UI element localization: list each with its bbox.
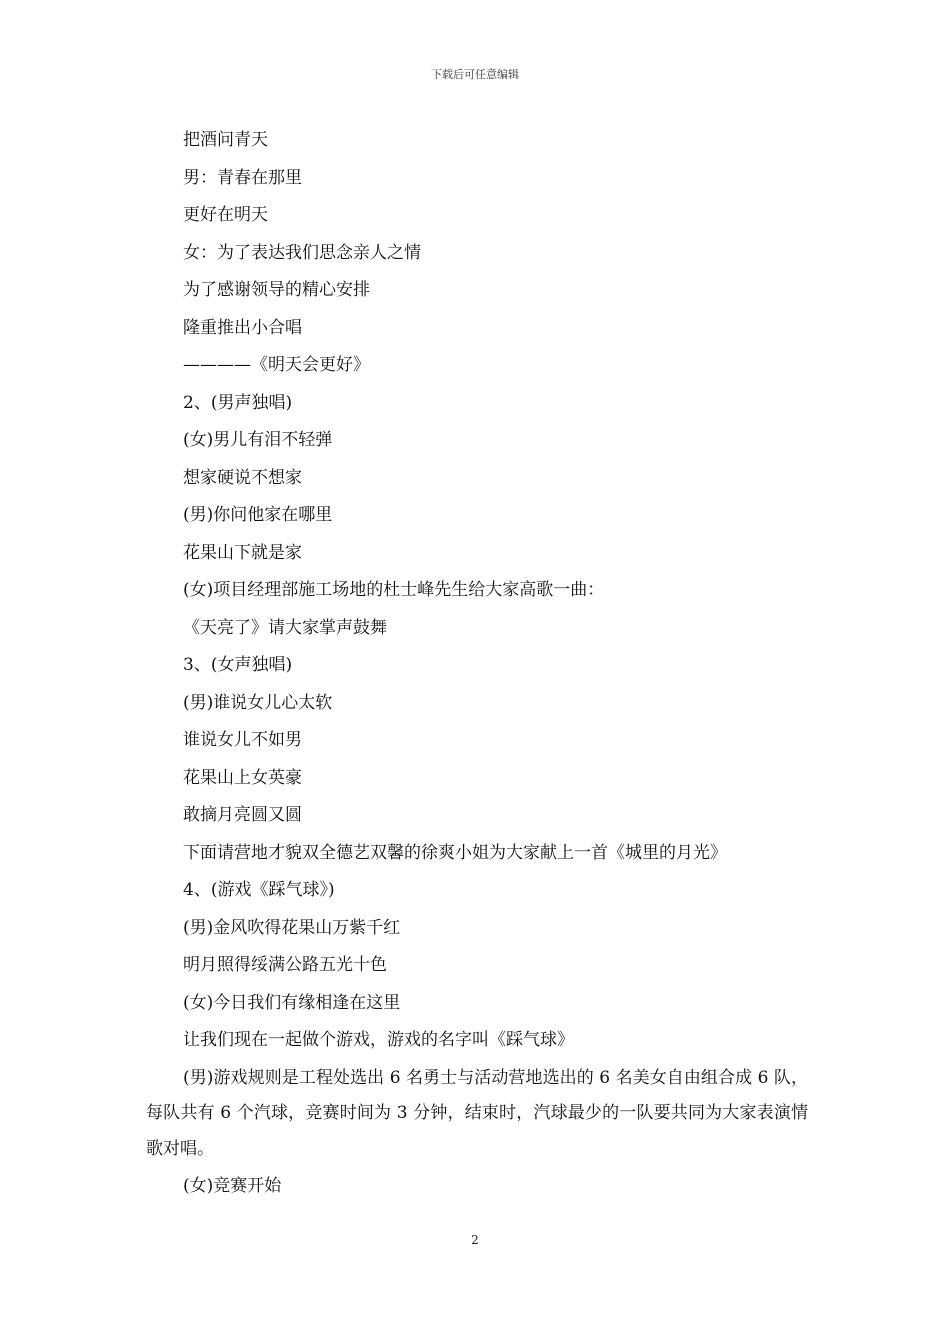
page-number: 2 — [471, 1233, 479, 1247]
text-line: 让我们现在一起做个游戏，游戏的名字叫《踩气球》 — [183, 1030, 574, 1050]
text-line: (男)你问他家在哪里 — [183, 505, 333, 525]
text-line: 女：为了表达我们思念亲人之情 — [183, 242, 421, 263]
text-line: 《天亮了》请大家掌声鼓舞 — [183, 617, 387, 638]
text-line: 谁说女儿不如男 — [183, 730, 302, 750]
section-heading: 3、(女声独唱) — [183, 655, 293, 675]
text-line: (女)竞赛开始 — [183, 1176, 282, 1196]
text-line: 隆重推出小合唱 — [183, 317, 302, 338]
text-line: (男)谁说女儿心太软 — [183, 692, 333, 713]
page-header: 下载后可任意编辑 — [431, 68, 519, 81]
section-heading: 4、(游戏《踩气球》) — [183, 880, 335, 900]
text-line: 敢摘月亮圆又圆 — [183, 805, 302, 825]
text-line: 想家硬说不想家 — [183, 467, 302, 488]
text-line: ————《明天会更好》 — [183, 355, 370, 375]
text-line: 把酒问青天 — [183, 130, 268, 150]
document-body — [146, 122, 808, 1206]
text-line: 明月照得绥满公路五光十色 — [183, 955, 387, 975]
text-line: (女)今日我们有缘相逢在这里 — [183, 992, 401, 1013]
text-line: 男：青春在那里 — [183, 167, 302, 188]
text-line: (男)金风吹得花果山万紫千红 — [183, 917, 401, 938]
rules-paragraph: (男)游戏规则是工程处选出 6 名勇士与活动营地选出的 6 名美女自由组合成 6 队，每队共有 6 个汽球，竞赛时间为 3 分钟，结束时，汽球最少的一队要共同为大家表演情歌对唱。 — [146, 1067, 808, 1159]
text-line: 下面请营地才貌双全德艺双馨的徐爽小姐为大家献上一首《城里的月光》 — [183, 842, 727, 863]
section-heading: 2、(男声独唱) — [183, 392, 293, 413]
text-line: (女)男儿有泪不轻弹 — [183, 430, 333, 450]
text-line: (女)项目经理部施工场地的杜士峰先生给大家高歌一曲： — [183, 580, 605, 600]
text-line: 更好在明天 — [183, 205, 268, 225]
text-line: 为了感谢领导的精心安排 — [183, 280, 370, 300]
text-line: 花果山下就是家 — [183, 542, 302, 563]
text-line: 花果山上女英豪 — [183, 767, 302, 788]
